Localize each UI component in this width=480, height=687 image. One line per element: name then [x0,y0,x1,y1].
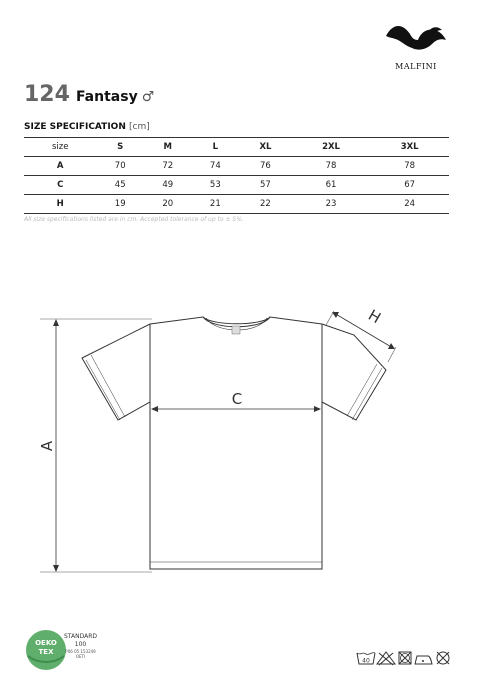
table-cell: 67 [370,176,449,195]
table-row [24,176,449,195]
header-cell: size [24,138,96,157]
table-cell: 78 [370,157,449,176]
table-cell: 21 [192,195,240,214]
product-name: Fantasy [75,89,138,105]
table-cell: 78 [292,157,371,176]
product-title [24,82,154,112]
oeko-line2: TEX [38,648,54,656]
table-cell: 76 [239,157,292,176]
certificate-issuer: OETI [75,654,86,659]
spec-heading-text: SIZE SPECIFICATION [24,122,126,132]
no-dry-clean-icon [437,652,449,664]
header-cell: M [144,138,192,157]
table-cell: 19 [96,195,144,214]
certificate-code: P06 05 153249 [65,649,96,654]
table-cell: 70 [96,157,144,176]
header-cell: XL [239,138,292,157]
bird-icon [384,18,448,58]
tolerance-note: All size specifications listed are in cm. Accepted tolerance of up to ± 5%. [24,216,244,223]
table-cell: 53 [192,176,240,195]
no-tumble-dry-icon [399,652,411,664]
header-cell: 3XL [370,138,449,157]
spec-heading [24,122,150,132]
table-row [24,157,449,176]
table-cell: 72 [144,157,192,176]
size-table [24,137,449,214]
standard-line2: 100 [74,641,87,648]
table-cell: 57 [239,176,292,195]
table-cell: 45 [96,176,144,195]
label-h: H [365,306,384,328]
product-number: 124 [24,82,70,107]
table-cell: 61 [292,176,371,195]
brand-name: MALFINI [395,62,437,71]
table-cell: 49 [144,176,192,195]
table-row [24,195,449,214]
wash-40-icon [357,653,375,665]
header-cell: S [96,138,144,157]
label-a: A [38,440,56,452]
spec-unit: [cm] [129,122,150,132]
oeko-tex-badge [24,628,68,672]
tshirt-outline [82,317,386,569]
oeko-standard [64,633,97,659]
table-cell: 24 [370,195,449,214]
brand-logo [380,18,452,78]
standard-line1: STANDARD [64,633,98,640]
table-cell: 74 [192,157,240,176]
no-bleach-icon [377,652,395,665]
gender-icon: ♂ [141,89,155,105]
table-cell: 20 [144,195,192,214]
label-c: C [231,390,243,408]
wash-temp: 40 [362,657,370,665]
table-cell: H [24,195,96,214]
table-cell: 22 [239,195,292,214]
table-cell: 23 [292,195,371,214]
table-cell: C [24,176,96,195]
iron-low-icon [415,656,432,664]
table-cell: A [24,157,96,176]
header-cell: L [192,138,240,157]
oeko-line1: OEKO [35,639,57,647]
care-symbols [356,650,456,666]
tshirt-diagram [0,300,480,590]
header-cell: 2XL [292,138,371,157]
table-header-row [24,138,449,157]
